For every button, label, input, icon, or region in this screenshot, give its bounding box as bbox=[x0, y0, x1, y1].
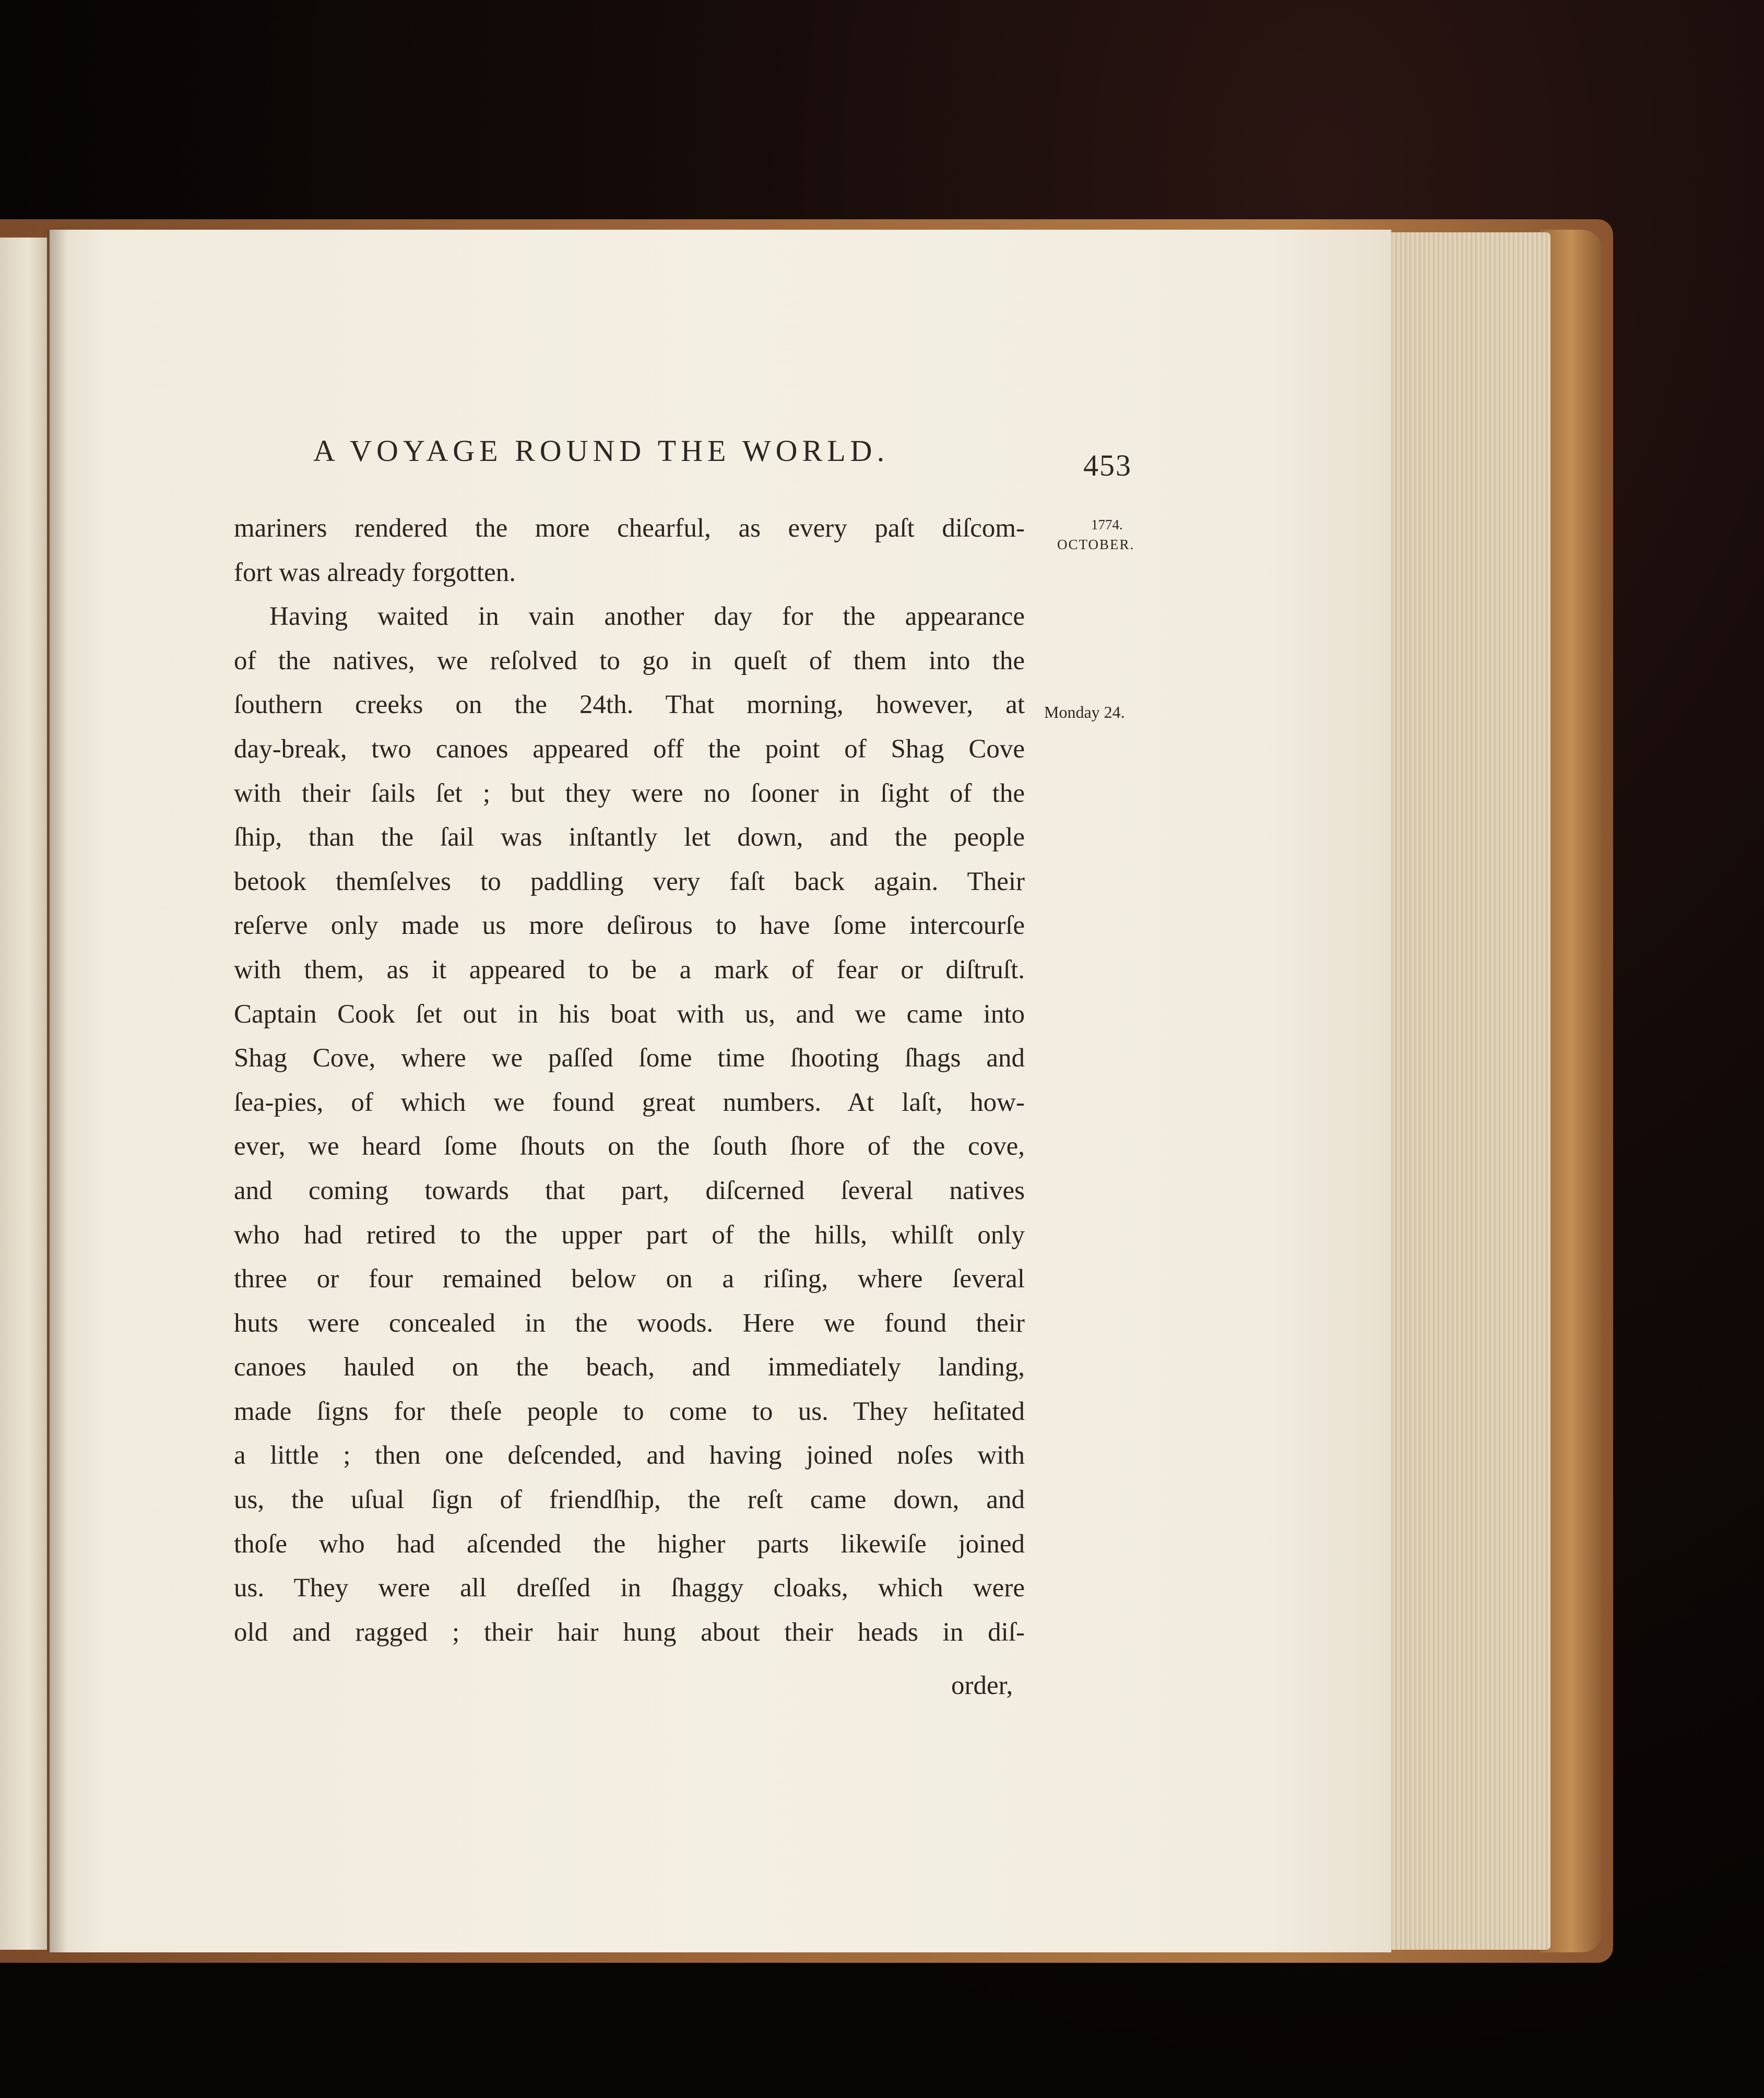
text-line: day-break, two canoes appeared off the point of Shag Cove bbox=[234, 734, 1025, 764]
text-line: huts were concealed in the woods. Here we found their bbox=[234, 1308, 1025, 1338]
text-line: and coming towards that part, diſcerned ſeveral natives bbox=[234, 1176, 1025, 1205]
body-text bbox=[234, 506, 1025, 1654]
text-line: ſhip, than the ſail was inſtantly let down, and the people bbox=[234, 823, 1025, 852]
text-line: who had retired to the upper part of the hills, whilſt only bbox=[234, 1220, 1025, 1250]
text-line: reſerve only made us more deſirous to have ſome intercourſe bbox=[234, 911, 1025, 941]
page-stack bbox=[1383, 232, 1550, 1950]
text-line: mariners rendered the more chearful, as every paſt diſcom- bbox=[234, 514, 1025, 543]
text-line: a little ; then one deſcended, and having joined noſes with bbox=[234, 1441, 1025, 1471]
text-line: old and ragged ; their hair hung about their heads in diſ- bbox=[234, 1617, 1025, 1647]
text-line: with their ſails ſet ; but they were no ſooner in ſight of the bbox=[234, 778, 1025, 808]
text-line: three or four remained below on a riſing, where ſeveral bbox=[234, 1264, 1025, 1294]
running-head: A VOYAGE ROUND THE WORLD. bbox=[313, 434, 890, 468]
text-line: of the natives, we reſolved to go in queſt of them into the bbox=[234, 646, 1025, 675]
text-line: made ſigns for theſe people to come to us. They heſitated bbox=[234, 1396, 1025, 1426]
gutter-shadow bbox=[47, 230, 68, 1952]
text-line: us, the uſual ſign of friendſhip, the reſt came down, and bbox=[234, 1485, 1025, 1515]
margin-note-year: 1774. bbox=[1091, 517, 1123, 532]
text-line: ſea-pies, of which we found great numbers. At laſt, how- bbox=[234, 1087, 1025, 1117]
text-line: with them, as it appeared to be a mark of fear or diſtruſt. bbox=[234, 955, 1025, 985]
previous-page-edge bbox=[0, 238, 47, 1950]
text-line: Captain Cook ſet out in his boat with us, and we came into bbox=[234, 999, 1025, 1029]
text-line: thoſe who had aſcended the higher parts likewiſe joined bbox=[234, 1529, 1025, 1559]
catchword: order, bbox=[951, 1671, 1013, 1700]
text-line: fort was already forgotten. bbox=[234, 558, 516, 587]
page-number: 453 bbox=[1083, 448, 1132, 482]
text-line: canoes hauled on the beach, and immediately landing, bbox=[234, 1353, 1025, 1382]
text-line: ever, we heard ſome ſhouts on the ſouth ſhore of the cove, bbox=[234, 1132, 1025, 1161]
text-line: Shag Cove, where we paſſed ſome time ſhooting ſhags and bbox=[234, 1044, 1025, 1073]
text-line: Having waited in vain another day for the appearance bbox=[269, 602, 1025, 632]
margin-note-day: Monday 24. bbox=[1044, 703, 1125, 721]
margin-note-month: OCTOBER. bbox=[1057, 537, 1135, 552]
text-line: betook themſelves to paddling very faſt back again. Their bbox=[234, 867, 1025, 896]
text-line: ſouthern creeks on the 24th. That morning, however, at bbox=[234, 690, 1025, 720]
text-line: us. They were all dreſſed in ſhaggy cloaks, which were bbox=[234, 1573, 1025, 1603]
